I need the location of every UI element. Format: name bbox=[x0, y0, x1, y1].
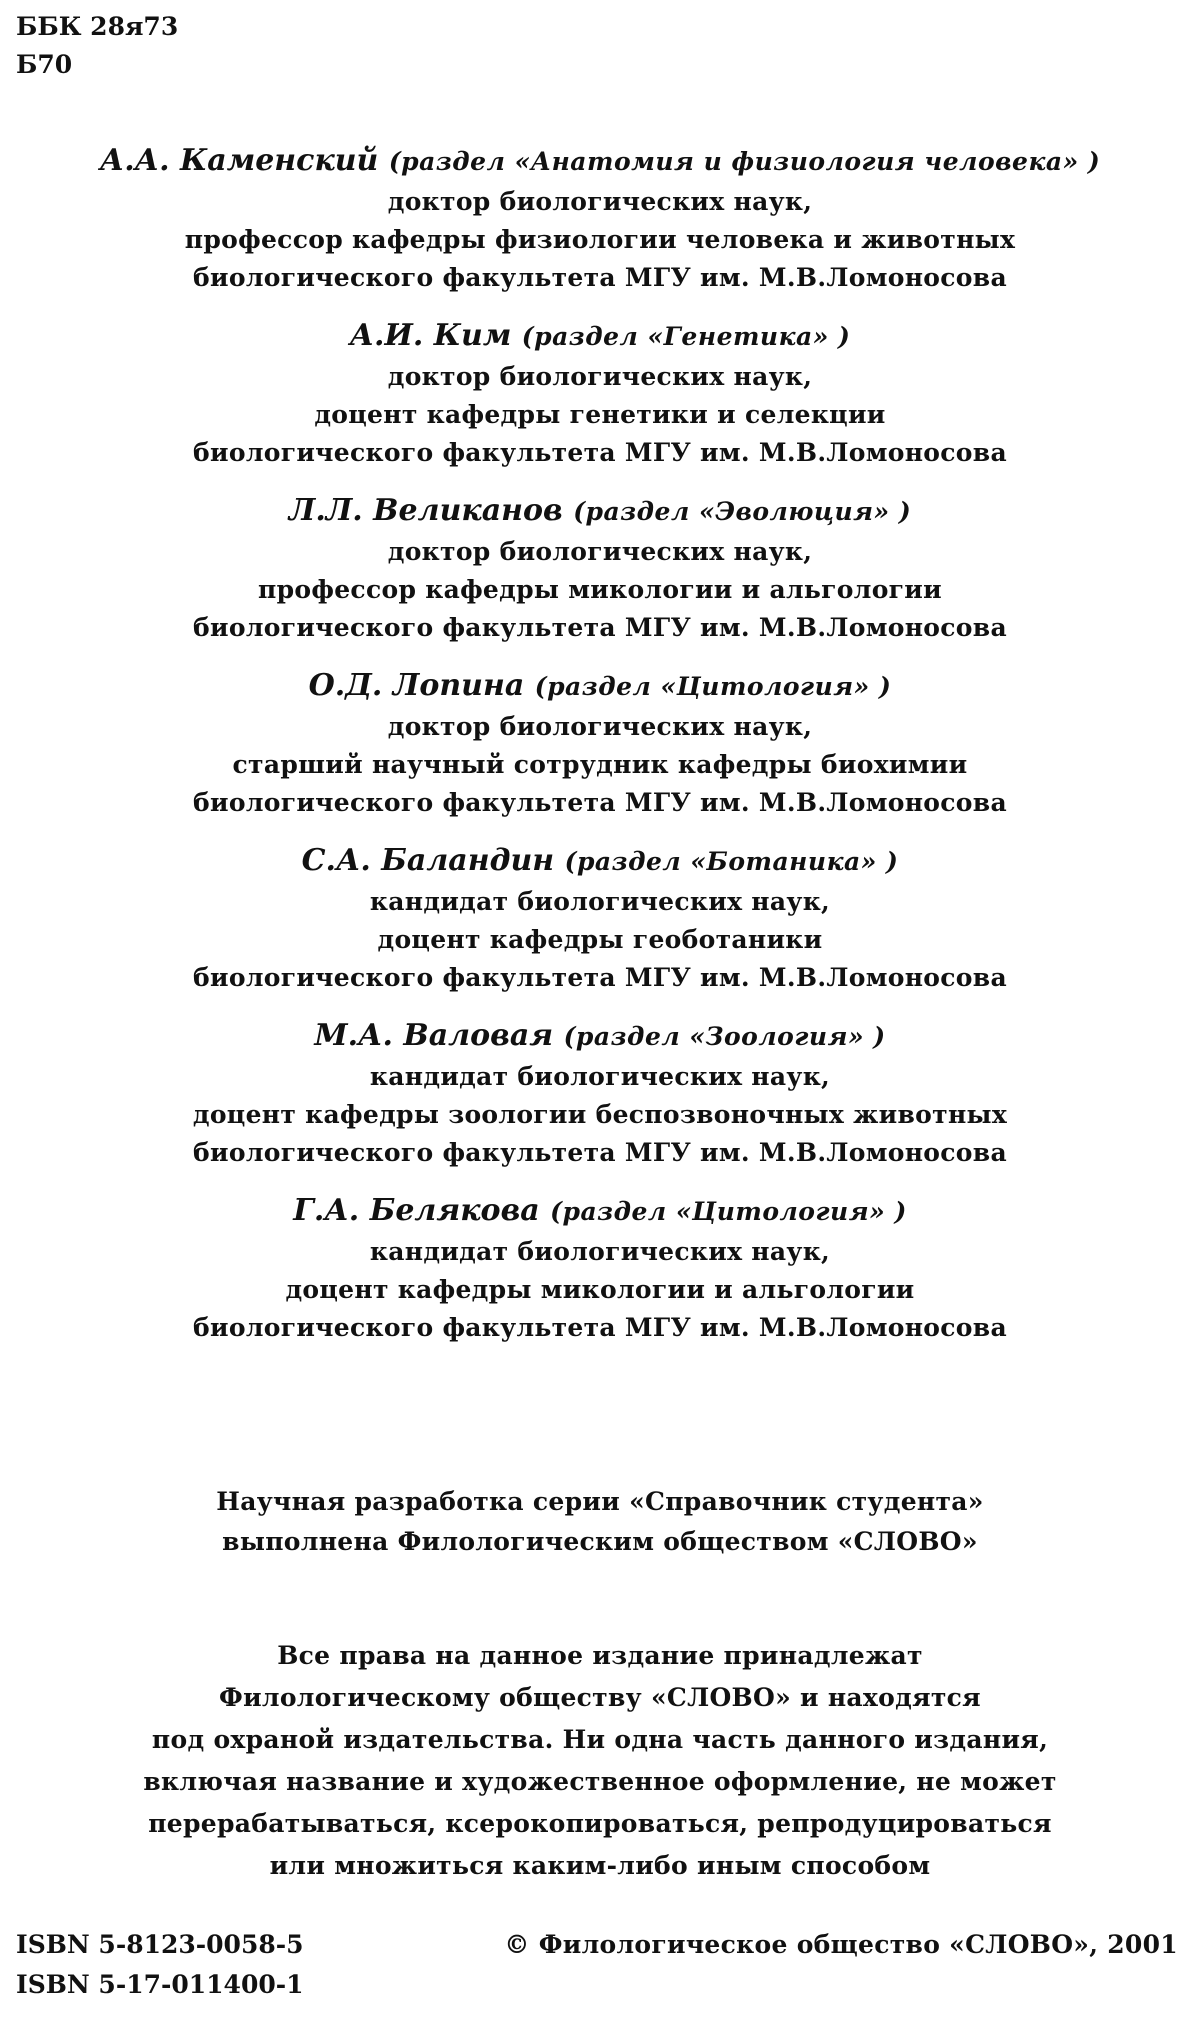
author-entry bbox=[0, 1015, 1200, 1172]
author-section: (раздел «Анатомия и физиология человека» ) bbox=[388, 147, 1101, 176]
author-degree: кандидат биологических наук, bbox=[369, 887, 831, 916]
author-section: (раздел «Генетика» ) bbox=[521, 322, 851, 351]
author-position: доцент кафедры геоботаники bbox=[377, 925, 823, 954]
author-name: Г.А. Белякова bbox=[293, 1193, 540, 1228]
author-name: Л.Л. Великанов bbox=[288, 493, 563, 528]
author-affiliation: биологического факультета МГУ им. М.В.Ломоносова bbox=[193, 1138, 1007, 1167]
author-degree: кандидат биологических наук, bbox=[369, 1237, 831, 1266]
author-affiliation: биологического факультета МГУ им. М.В.Ломоносова bbox=[193, 438, 1007, 467]
author-section: (раздел «Эволюция» ) bbox=[573, 497, 912, 526]
author-entry bbox=[0, 840, 1200, 997]
author-position: доцент кафедры генетики и селекции bbox=[314, 400, 886, 429]
rights-note-line: перерабатываться, ксерокопироваться, репродуцироваться bbox=[148, 1809, 1052, 1838]
author-name: С.А. Баландин bbox=[301, 843, 555, 878]
rights-note-line: Филологическому обществу «СЛОВО» и находятся bbox=[219, 1683, 981, 1712]
author-degree: доктор биологических наук, bbox=[387, 187, 813, 216]
author-entry bbox=[0, 665, 1200, 822]
bbk-code: ББК 28я73 bbox=[16, 12, 179, 41]
author-degree: кандидат биологических наук, bbox=[369, 1062, 831, 1091]
author-section: (раздел «Цитология» ) bbox=[550, 1197, 907, 1226]
author-position: доцент кафедры зоологии беспозвоночных животных bbox=[192, 1100, 1008, 1129]
series-note-line: выполнена Филологическим обществом «СЛОВО» bbox=[222, 1527, 978, 1556]
author-name: О.Д. Лопина bbox=[308, 668, 525, 703]
series-note bbox=[0, 1482, 1200, 1562]
author-position: профессор кафедры микологии и альгологии bbox=[258, 575, 942, 604]
author-position: доцент кафедры микологии и альгологии bbox=[285, 1275, 915, 1304]
author-degree: доктор биологических наук, bbox=[387, 362, 813, 391]
rights-note-line: Все права на данное издание принадлежат bbox=[277, 1641, 923, 1670]
author-entry bbox=[0, 1190, 1200, 1347]
author-mark: Б70 bbox=[16, 50, 73, 79]
rights-note-line: или множиться каким-либо иным способом bbox=[269, 1851, 931, 1880]
author-position: старший научный сотрудник кафедры биохимии bbox=[232, 750, 968, 779]
author-entry bbox=[0, 140, 1200, 297]
authors-list bbox=[0, 140, 1200, 1365]
rights-note-line: под охраной издательства. Ни одна часть данного издания, bbox=[151, 1725, 1049, 1754]
author-name: А.А. Каменский bbox=[99, 143, 379, 178]
author-degree: доктор биологических наук, bbox=[387, 712, 813, 741]
author-name: М.А. Валовая bbox=[314, 1018, 554, 1053]
author-affiliation: биологического факультета МГУ им. М.В.Ломоносова bbox=[193, 1313, 1007, 1342]
isbn-number: ISBN 5-17-011400-1 bbox=[16, 1970, 304, 1999]
classification-codes bbox=[16, 8, 178, 84]
author-position: профессор кафедры физиологии человека и животных bbox=[184, 225, 1016, 254]
author-affiliation: биологического факультета МГУ им. М.В.Ломоносова bbox=[193, 788, 1007, 817]
isbn-number: ISBN 5-8123-0058-5 bbox=[16, 1930, 304, 1959]
rights-note bbox=[0, 1635, 1200, 1887]
author-section: (раздел «Ботаника» ) bbox=[564, 847, 899, 876]
author-entry bbox=[0, 490, 1200, 647]
author-degree: доктор биологических наук, bbox=[387, 537, 813, 566]
author-name: А.И. Ким bbox=[349, 318, 512, 353]
author-affiliation: биологического факультета МГУ им. М.В.Ломоносова bbox=[193, 963, 1007, 992]
copyright-notice: © Филологическое общество «СЛОВО», 2001 bbox=[504, 1930, 1178, 1959]
author-section: (раздел «Цитология» ) bbox=[534, 672, 892, 701]
author-entry bbox=[0, 315, 1200, 472]
author-section: (раздел «Зоология» ) bbox=[563, 1022, 886, 1051]
author-affiliation: биологического факультета МГУ им. М.В.Ломоносова bbox=[193, 613, 1007, 642]
isbn-block bbox=[16, 1925, 304, 2005]
rights-note-line: включая название и художественное оформление, не может bbox=[143, 1767, 1057, 1796]
author-affiliation: биологического факультета МГУ им. М.В.Ломоносова bbox=[193, 263, 1007, 292]
series-note-line: Научная разработка серии «Справочник студента» bbox=[216, 1487, 984, 1516]
